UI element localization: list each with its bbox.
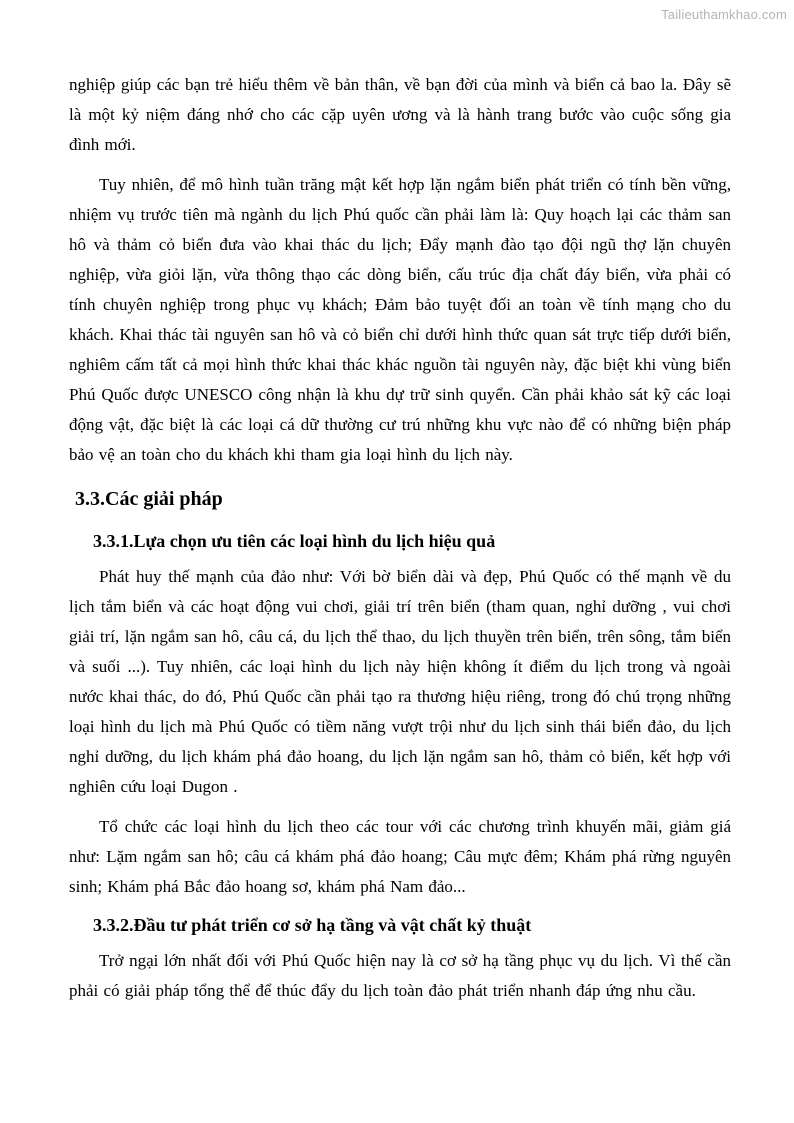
heading-section-3-3-2-infrastructure-investment: 3.3.2.Đầu tư phát triển cơ sở hạ tầng và vật chất kỷ thuật — [93, 915, 532, 935]
document-body — [69, 70, 731, 1016]
heading-section-3-3-solutions: 3.3.Các giải pháp — [75, 488, 223, 510]
paragraph-infrastructure-obstacle: Trở ngại lớn nhất đối với Phú Quốc hiện nay là cơ sở hạ tầng phục vụ du lịch. Vì thế cần phải có giải pháp tổng thể để thúc đẩy du lịch toàn đảo phát triển nhanh đáp ứng nhu cầu. — [69, 951, 731, 1000]
site-watermark: Tailieuthamkhao.com — [661, 7, 787, 22]
paragraph-tourism-model-requirements: Tuy nhiên, để mô hình tuần trăng mật kết hợp lặn ngắm biển phát triển có tính bền vững, nhiệm vụ trước tiên mà ngành du lịch Phú quốc cần phải làm là: Quy hoạch lại các thảm san hô và thảm cỏ biển đưa vào khai thác du lịch; Đẩy mạnh đào tạo đội ngũ thợ lặn chuyên nghiệp, vừa giỏi lặn, vừa thông thạo các dòng biển, cấu trúc địa chất đáy biển, vừa phải có tính chuyên nghiệp trong phục vụ khách; Đảm bảo tuyệt đối an toàn về tính mạng cho du khách. Khai thác tài nguyên san hô và cỏ biển chỉ dưới hình thức quan sát trực tiếp dưới biển, nghiêm cấm tất cả mọi hình thức khai thác khác nguồn tài nguyên này, đặc biệt khi vùng biển Phú Quốc được UNESCO công nhận là khu dự trữ sinh quyển. Cần phải khảo sát kỹ các loại động vật, đặc biệt là các loại cá dữ thường cư trú những khu vực nào để có những biện pháp bảo vệ an toàn cho du khách khi tham gia loại hình du lịch này. — [69, 175, 731, 464]
paragraph-honeymoon-continuation: nghiệp giúp các bạn trẻ hiểu thêm về bản thân, về bạn đời của mình và biển cả bao la. Đây sẽ là một kỷ niệm đáng nhớ cho các cặp uyên ương và là hành trang bước vào cuộc sống gia đình mới. — [69, 75, 731, 154]
paragraph-island-strengths: Phát huy thế mạnh của đảo như: Với bờ biển dài và đẹp, Phú Quốc có thế mạnh về du lịch tắm biển và các hoạt động vui chơi, giải trí trên biển (tham quan, nghỉ dưỡng , vui chơi giải trí, lặn ngắm san hô, câu cá, du lịch thể thao, du lịch thuyền trên biển, trên sông, tắm biển và suối ...). Tuy nhiên, các loại hình du lịch này hiện không ít điểm du lịch trong và ngoài nước khai thác, do đó, Phú Quốc cần phải tạo ra thương hiệu riêng, trong đó chú trọng những loại hình du lịch mà Phú Quốc có tiềm năng vượt trội như du lịch sinh thái biển đảo, du lịch nghỉ dưỡng, du lịch khám phá đảo hoang, du lịch lặn ngắm san hô, thảm cỏ biển, kết hợp với nghiên cứu loại Dugon . — [69, 567, 731, 796]
paragraph-tour-programs: Tổ chức các loại hình du lịch theo các tour với các chương trình khuyến mãi, giảm giá như: Lặm ngắm san hô; câu cá khám phá đảo hoang; Câu mực đêm; Khám phá rừng nguyên sinh; Khám phá Bắc đảo hoang sơ, khám phá Nam đảo... — [69, 817, 731, 896]
heading-section-3-3-1-priority-tourism-types: 3.3.1.Lựa chọn ưu tiên các loại hình du lịch hiệu quả — [93, 531, 496, 551]
